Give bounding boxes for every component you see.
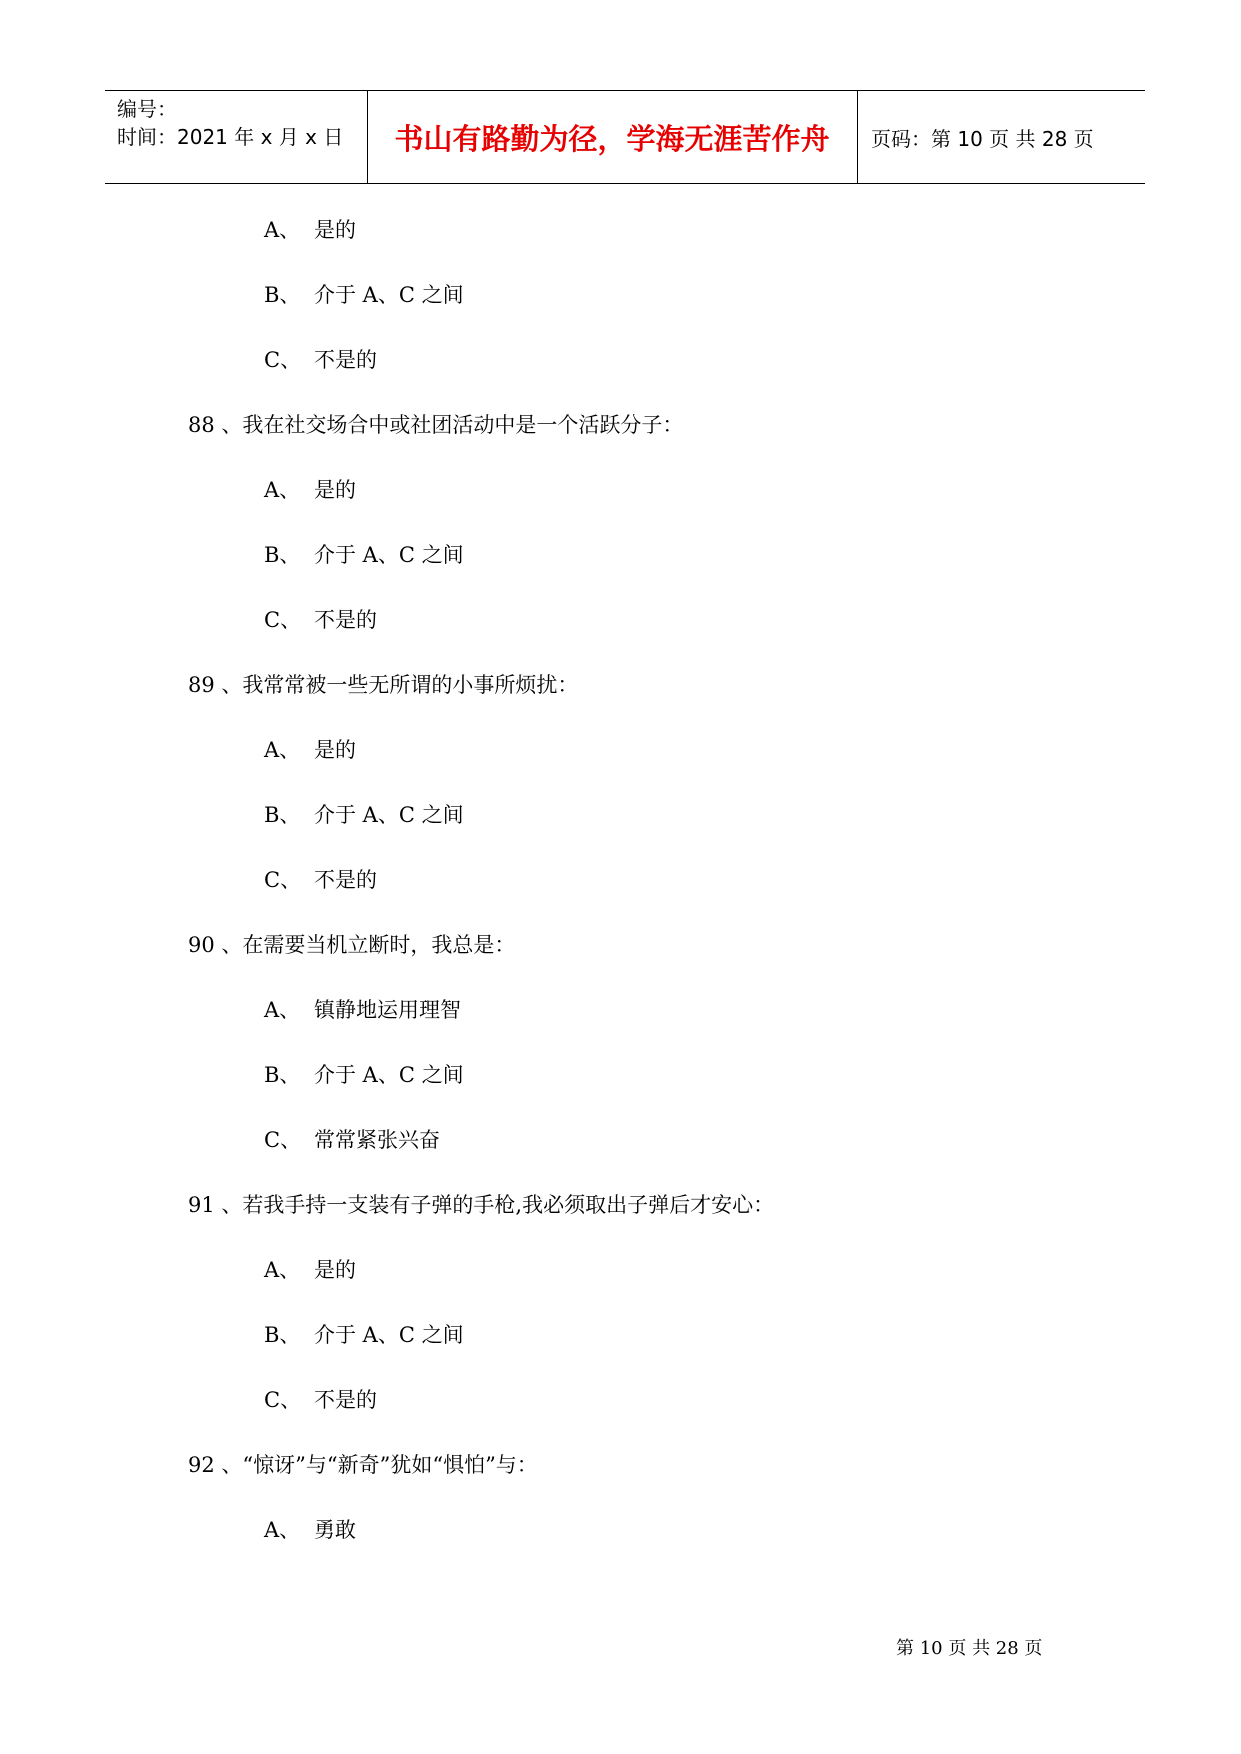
option-letter: C、 <box>264 868 302 892</box>
option-text: 是的 <box>314 218 356 242</box>
option-item <box>264 344 377 374</box>
option-letter: A、 <box>264 218 301 242</box>
header-motto: 书山有路勤为径，学海无涯苦作舟 <box>367 91 858 183</box>
option-letter: A、 <box>264 998 301 1022</box>
option-item <box>264 539 464 569</box>
option-letter: A、 <box>264 738 301 762</box>
option-letter: C、 <box>264 608 302 632</box>
option-text: 是的 <box>314 478 356 502</box>
option-letter: A、 <box>264 1518 301 1542</box>
option-letter: B、 <box>264 283 301 307</box>
option-text: 介于 A、C 之间 <box>314 543 464 567</box>
option-text: 介于 A、C 之间 <box>314 803 464 827</box>
option-letter: C、 <box>264 1128 302 1152</box>
option-letter: C、 <box>264 1388 302 1412</box>
option-letter: A、 <box>264 1258 301 1282</box>
option-letter: C、 <box>264 348 302 372</box>
option-text: 不是的 <box>314 608 377 632</box>
option-letter: A、 <box>264 478 301 502</box>
option-letter: B、 <box>264 543 301 567</box>
time-label: 时间：2021 年 x 月 x 日 <box>117 125 344 149</box>
option-item <box>264 1059 464 1089</box>
serial-label: 编号： <box>117 97 177 121</box>
option-item <box>264 799 464 829</box>
option-item <box>264 474 356 504</box>
option-letter: B、 <box>264 803 301 827</box>
option-text: 是的 <box>314 738 356 762</box>
option-text: 介于 A、C 之间 <box>314 1323 464 1347</box>
option-text: 不是的 <box>314 348 377 372</box>
option-item <box>264 214 356 244</box>
option-item <box>264 1124 440 1154</box>
option-text: 不是的 <box>314 1388 377 1412</box>
option-text: 介于 A、C 之间 <box>314 283 464 307</box>
option-letter: B、 <box>264 1063 301 1087</box>
option-item <box>264 734 356 764</box>
option-text: 勇敢 <box>314 1518 356 1542</box>
page-footer: 第 10 页 共 28 页 <box>896 1638 1043 1659</box>
question-text: 92 、“惊讶”与“新奇”犹如“惧怕”与： <box>188 1453 538 1477</box>
header-page-code: 页码：第 10 页 共 28 页 <box>871 126 1094 151</box>
question-text: 88 、我在社交场合中或社团活动中是一个活跃分子： <box>188 413 684 437</box>
option-text: 不是的 <box>314 868 377 892</box>
header-meta <box>105 91 368 183</box>
option-item <box>264 1514 356 1544</box>
option-item <box>264 1319 464 1349</box>
option-item <box>264 279 464 309</box>
question-text: 90 、在需要当机立断时，我总是： <box>188 933 516 957</box>
option-text: 常常紧张兴奋 <box>314 1128 440 1152</box>
option-text: 是的 <box>314 1258 356 1282</box>
page-header <box>105 90 1145 184</box>
option-text: 介于 A、C 之间 <box>314 1063 464 1087</box>
option-item <box>264 1384 377 1414</box>
option-item <box>264 994 461 1024</box>
option-letter: B、 <box>264 1323 301 1347</box>
option-item <box>264 604 377 634</box>
question-text: 91 、若我手持一支装有子弹的手枪,我必须取出子弹后才安心： <box>188 1193 775 1217</box>
option-item <box>264 1254 356 1284</box>
option-item <box>264 864 377 894</box>
option-text: 镇静地运用理智 <box>314 998 461 1022</box>
question-text: 89 、我常常被一些无所谓的小事所烦扰： <box>188 673 579 697</box>
